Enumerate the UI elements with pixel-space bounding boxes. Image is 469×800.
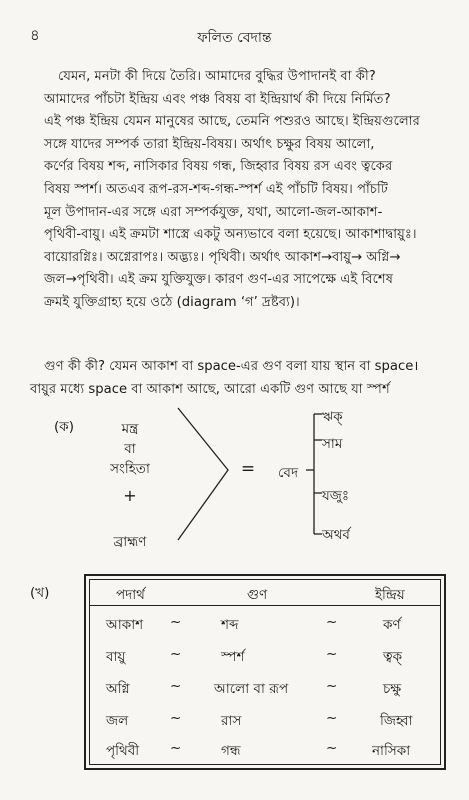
- page-number: ৪: [30, 26, 40, 44]
- table-cell: শব্দ: [221, 617, 239, 633]
- running-head: ফলিত বেদান্ত: [197, 30, 272, 46]
- paragraph-line: মূল উপাদান-এর সঙ্গে এরা সম্পর্কযুক্ত, যথা, আলো-জল-আকাশ-: [44, 204, 383, 220]
- table-cell: বায়ু: [106, 649, 126, 665]
- paragraph-line: বিষয় স্পর্শ। অতএব রূপ-রস-শব্দ-গন্ধ-স্পর্শ এই পাঁচটি বিষয়। পাঁচটি: [44, 181, 388, 197]
- diagram-left-term: সংহিতা: [110, 461, 150, 477]
- table-cell: চক্ষু: [383, 681, 402, 697]
- diagram-left-term: মন্ত্র: [121, 421, 139, 437]
- diagram-left-term: বা: [124, 441, 136, 457]
- table-separator: ~: [326, 646, 338, 662]
- table-header-quality: গুণ: [247, 587, 268, 603]
- diagram-branch: সাম: [322, 436, 343, 452]
- table-cell: স্পর্শ: [221, 649, 245, 665]
- diagram-branch: অথর্ব: [322, 527, 350, 543]
- table-cell: অগ্নি: [106, 681, 130, 697]
- table-separator: ~: [170, 678, 182, 694]
- table-cell: আকাশ: [106, 617, 144, 633]
- paragraph-line: ক্রমই যুক্তিগ্রাহ্য হয়ে ওঠে (diagram ‘গ’ দ্রষ্টব্য)।: [44, 294, 300, 310]
- table-separator: ~: [326, 678, 338, 694]
- table-separator: ~: [170, 710, 182, 726]
- table-cell: কর্ণ: [383, 617, 401, 633]
- table-cell: নাসিকা: [372, 743, 411, 759]
- paragraph-line: সঙ্গে যাদের সম্পর্ক তারা ইন্দ্রিয়-বিষয়। অর্থাৎ চক্ষুর বিষয় আলো,: [44, 136, 375, 152]
- table-label: (খ): [30, 585, 50, 601]
- table-cell: গন্ধ: [221, 743, 241, 759]
- diagram-branch: ঋক্: [322, 409, 343, 425]
- table-separator: ~: [170, 614, 182, 630]
- table-cell: জিহ্বা: [380, 713, 413, 729]
- table-separator: ~: [326, 614, 338, 630]
- diagram-label: (ক): [54, 419, 74, 435]
- paragraph-line: পৃথিবী-বায়ু। এই ক্রমটা শাস্ত্রে একটু অন্যভাবে বলা হয়েছে। আকাশাদ্বায়ুঃ।: [44, 227, 417, 243]
- table-cell: আলো বা রূপ: [214, 681, 289, 697]
- paragraph-line: বায়ুর মধ্যে space বা আকাশ আছে, আরো একটি গুণ আছে যা স্পর্শ: [30, 381, 390, 397]
- table-cell: জল: [106, 713, 129, 729]
- diagram-equals: =: [240, 459, 256, 479]
- paragraph-line: আমাদের পাঁচটা ইন্দ্রিয় এবং পঞ্চ বিষয় বা ইন্দ্রিয়ার্থ কী দিয়ে নির্মিত?: [44, 91, 391, 107]
- paragraph-line: গুণ কী কী? যেমন আকাশ বা space-এর গুণ বলা যায় স্থান বা space।: [44, 359, 419, 374]
- table-kha: [84, 574, 446, 770]
- paragraph-line: যেমন, মনটা কী দিয়ে তৈরি। আমাদের বুদ্ধির উপাদানই বা কী?: [58, 69, 376, 84]
- table-cell: রাস: [221, 713, 242, 729]
- table-separator: ~: [326, 710, 338, 726]
- diagram-branch: যজুঃ: [322, 488, 350, 504]
- paragraph-line: এই পঞ্চ ইন্দ্রিয় যেমন মানুষের আছে, তেমনি পশুরও আছে। ইন্দ্রিয়গুলোর: [44, 114, 420, 130]
- table-header-rule: [90, 605, 440, 606]
- table-separator: ~: [170, 646, 182, 662]
- table-separator: ~: [326, 740, 338, 756]
- diagram-veda: বেদ: [277, 465, 299, 481]
- table-header-substance: পদার্থ: [116, 587, 145, 603]
- paragraph-line: কর্ণের বিষয় শব্দ, নাসিকার বিষয় গন্ধ, জিহ্বার বিষয় রস এবং ত্বকের: [44, 159, 393, 175]
- table-header-sense: ইন্দ্রিয়: [375, 587, 405, 603]
- table-separator: ~: [170, 740, 182, 756]
- diagram-left-term: ব্রাহ্মণ: [113, 534, 147, 550]
- paragraph-line: বায়োরগ্নিঃ। অগ্নেরাপঃ। অদ্ভ্যঃ। পৃথিবী। অর্থাৎ আকাশ→বায়ু→ অগ্নি→: [44, 249, 401, 265]
- table-cell: ত্বক্: [383, 649, 403, 665]
- paragraph-line: জল→পৃথিবী। এই ক্রম যুক্তিযুক্ত। কারণ গুণ-এর সাপেক্ষে এই বিশেষ: [44, 272, 393, 288]
- diagram-plus: +: [123, 486, 137, 505]
- table-cell: পৃথিবী: [106, 743, 140, 759]
